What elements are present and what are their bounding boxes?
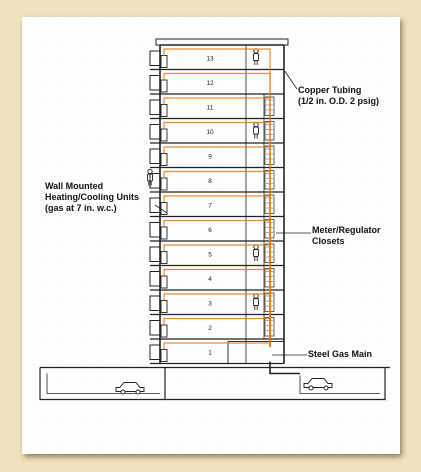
heating-cooling-unit [161, 56, 167, 68]
heating-cooling-unit [161, 80, 167, 92]
heating-cooling-unit [161, 301, 167, 313]
exterior-balcony [150, 149, 160, 164]
heating-cooling-unit [161, 325, 167, 337]
floor-number-label: 2 [208, 324, 212, 332]
heating-cooling-unit [161, 154, 167, 166]
exterior-balcony [150, 76, 160, 91]
floor-number-label: 4 [208, 275, 212, 283]
heating-cooling-unit [161, 252, 167, 264]
heating-cooling-unit [161, 227, 167, 239]
heating-cooling-unit [161, 129, 167, 141]
exterior-balcony [150, 296, 160, 311]
heating-cooling-unit [161, 178, 167, 190]
floor-number-label: 12 [206, 79, 214, 87]
exterior-balcony [150, 125, 160, 140]
exterior-balcony [150, 345, 160, 360]
heating-cooling-unit [161, 276, 167, 288]
floor-number-label: 7 [208, 202, 212, 210]
floor-number-label: 10 [206, 128, 214, 136]
exterior-balcony [150, 247, 160, 262]
exterior-balcony [150, 272, 160, 287]
copper-tubing-callout: Copper Tubing (1/2 in. O.D. 2 psig) [298, 85, 380, 106]
floor-number-label: 3 [208, 300, 212, 308]
floor-number-label: 8 [208, 177, 212, 185]
floor-number-label: 5 [208, 251, 212, 259]
floor-number-label: 13 [206, 55, 214, 63]
heating-cooling-unit [161, 350, 167, 362]
exterior-balcony [150, 223, 160, 238]
floor-number-label: 9 [208, 153, 212, 161]
floor-number-label: 6 [208, 226, 212, 234]
wall-units-callout: Wall Mounted Heating/Cooling Units (gas at 7 in. w.c.) [45, 181, 139, 213]
heating-cooling-unit [161, 105, 167, 117]
exterior-balcony [150, 321, 160, 336]
floor-number-label: 11 [206, 104, 214, 112]
exterior-balcony [150, 51, 160, 66]
meter-closets-callout: Meter/Regulator Closets [312, 225, 381, 246]
steel-gas-main-callout: Steel Gas Main [308, 349, 373, 359]
floor-number-label: 1 [208, 349, 212, 357]
exterior-balcony [150, 100, 160, 115]
